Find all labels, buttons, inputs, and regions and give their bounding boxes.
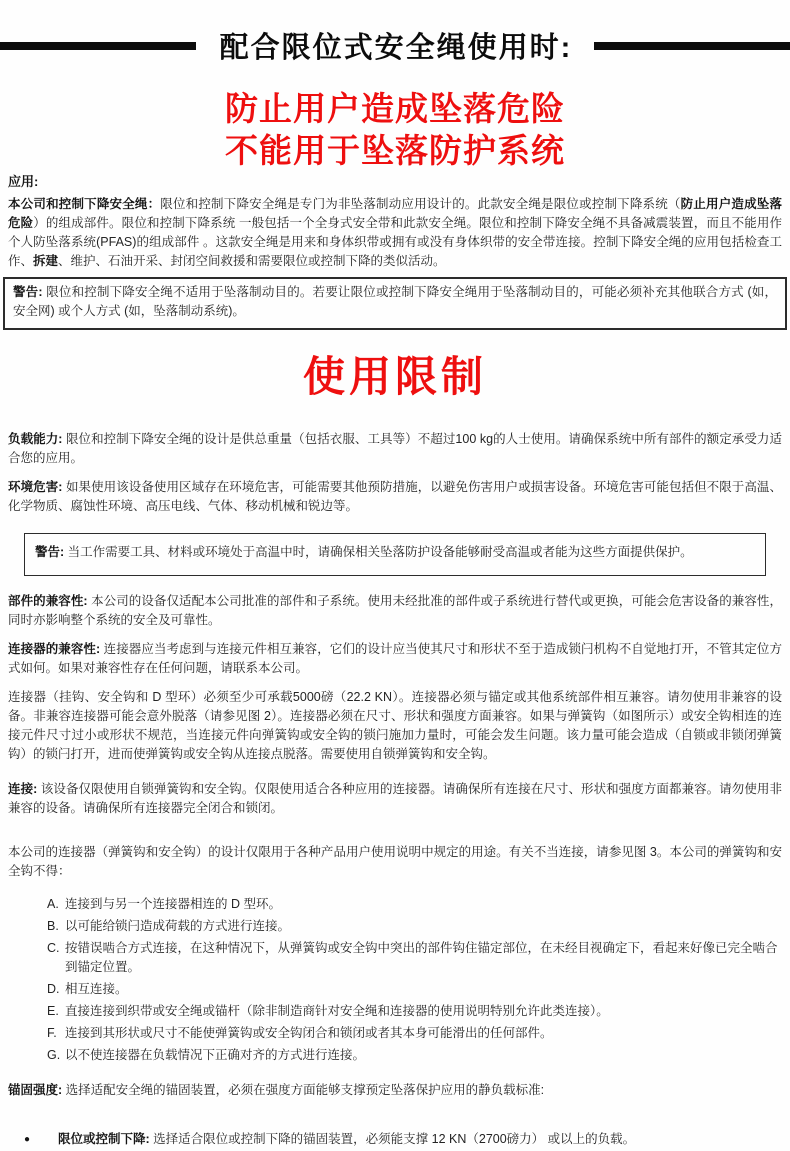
- application-paragraph-text-3: 、维护、石油开采、封闭空间救援和需要限位或控制下降的类似活动。: [58, 254, 446, 268]
- connections-paragraph: [8, 780, 782, 818]
- list-item-letter: D.: [47, 982, 60, 996]
- warning-box-1-label: 警告:: [13, 285, 43, 299]
- connector-compat-label: 连接器的兼容性:: [8, 642, 101, 656]
- list-item-letter: G.: [47, 1048, 61, 1062]
- list-item-text: 按错误啮合方式连接，在这种情况下，从弹簧钩或安全钩中突出的部件钩住锚定部位，在未经目视确定下，看起来好像已完全啮合到锚定位置。: [65, 941, 778, 974]
- warning-box-1-text: 限位和控制下降安全绳不适用于坠落制动目的。若要让限位或控制下降安全绳用于坠落制动目的，可能必须补充其他联合方式 (如，安全网) 或个人方式 (如，坠落制动系统)。: [13, 285, 777, 318]
- component-compat-text: 本公司的设备仅适配本公司批准的部件和子系统。使用未经批准的部件或子系统进行替代或更换，可能会危害设备的兼容性，同时亦影响整个系统的安全及可靠性。: [8, 594, 782, 627]
- list-item-text: 连接到其形状或尺寸不能使弹簧钩或安全钩闭合和锁闭或者其本身可能滑出的任何部件。: [65, 1026, 553, 1040]
- anchorage-text: 选择适配安全绳的锚固装置，必须在强度方面能够支撑预定坠落保护应用的静负载标准:: [65, 1083, 545, 1097]
- list-item-letter: F.: [47, 1026, 57, 1040]
- header-rule-right: [594, 42, 790, 50]
- list-item-text: 以可能给锁闩造成荷载的方式进行连接。: [65, 919, 291, 933]
- list-item-text: 以不使连接器在负载情况下正确对齐的方式进行连接。: [65, 1048, 366, 1062]
- list-item-letter: A.: [47, 897, 59, 911]
- connector-strength-text: 连接器（挂钩、安全钩和 D 型环）必须至少可承载5000磅（22.2 KN）。连接器必须与锚定或其他系统部件相互兼容。请勿使用非兼容的设备。非兼容连接器可能会意外脱落（请参见图 2）。连接器必须在尺寸、形状和强度方面兼容。如果与弹簧钩（如图所示）或安全钩相连的连接元件尺寸过小或形状不规范，当连接元件向弹簧钩或安全钩的锁闩施加力量时，可能会发生问题。该力量可能会造成（自锁或非锁闭弹簧钩）的锁闩打开，进而使弹簧钩或安全钩从连接点脱落。需要使用自锁弹簧钩和安全钩。: [8, 690, 782, 761]
- list-item: [47, 1046, 782, 1065]
- header-rule-left: [0, 42, 196, 50]
- anchorage-bullet-text: 选择适合限位或控制下降的锚固装置，必须能支撑 12 KN（2700磅力） 或以上的负载。: [153, 1132, 636, 1146]
- bullet-icon: ●: [24, 1134, 31, 1145]
- capacity-label: 负载能力:: [8, 432, 63, 446]
- list-item-text: 相互连接。: [65, 982, 128, 996]
- connector-strength-paragraph: [8, 688, 782, 764]
- environment-label: 环境危害:: [8, 480, 63, 494]
- list-item-text: 连接到与另一个连接器相连的 D 型环。: [65, 897, 281, 911]
- warning-banner-line1: 防止用户造成坠落危险: [225, 90, 565, 127]
- component-compat-paragraph: [8, 592, 782, 630]
- environment-text: 如果使用该设备使用区域存在环境危害，可能需要其他预防措施，以避免伤害用户或损害设备。环境危害可能包括但不限于高温、化学物质、腐蚀性环境、高压电线、气体、移动机械和锐边等。: [8, 480, 782, 513]
- list-item: [47, 1024, 782, 1043]
- anchorage-bullet-label: 限位或控制下降:: [58, 1132, 150, 1146]
- application-paragraph: [8, 195, 782, 271]
- anchorage-paragraph: [8, 1081, 782, 1100]
- list-item-text: 直接连接到织带或安全绳或锚杆（除非制造商针对安全绳和连接器的使用说明特别允许此类连接）。: [65, 1004, 609, 1018]
- connections-label: 连接:: [8, 782, 38, 796]
- connector-compat-text: 连接器应当考虑到与连接元件相互兼容，它们的设计应当使其尺寸和形状不至于造成锁闩机构不自觉地打开，不管其定位方式如何。如果对兼容性存在任何问题，请联系本公司。: [8, 642, 782, 675]
- connector-usage-paragraph: [8, 843, 782, 881]
- application-heading: 应用:: [8, 174, 39, 189]
- list-item: [47, 939, 782, 977]
- list-item: [47, 1002, 782, 1021]
- warning-banner: [0, 91, 790, 168]
- page-title: 配合限位式安全绳使用时:: [219, 32, 573, 64]
- list-item: [47, 895, 782, 914]
- capacity-paragraph: [8, 430, 782, 468]
- usage-restrictions-title: 使用限制: [302, 353, 487, 400]
- connector-usage-text: 本公司的连接器（弹簧钩和安全钩）的设计仅限用于各种产品用户使用说明中规定的用途。有关不当连接，请参见图 3。本公司的弹簧钩和安全钩不得：: [8, 845, 782, 878]
- connections-text: 该设备仅限使用自锁弹簧钩和安全钩。仅限使用适合各种应用的连接器。请确保所有连接在尺寸、形状和强度方面都兼容。请勿使用非兼容的设备。请确保所有连接器完全闭合和锁闭。: [8, 782, 782, 815]
- list-item-letter: B.: [47, 919, 59, 933]
- application-paragraph-text-2: ）的组成部件。限位和控制下降系统 一般包括一个全身式安全带和此款安全绳。限位和控制下降安全绳不具备减震装置，而且不能用作个人防坠落系统(PFAS)的组成部件 。这款安全绳是用来和身体织带或拥有或没有身体织带的安全带连接。控制下降安全绳的应用包括检查工作、: [8, 216, 782, 268]
- header: [0, 0, 790, 66]
- warning-box-2-text: 当工作需要工具、材料或环境处于高温中时，请确保相关坠落防护设备能够耐受高温或者能为这些方面提供保护。: [67, 545, 693, 559]
- connector-compat-paragraph: [8, 640, 782, 678]
- list-item: [47, 980, 782, 999]
- list-item-letter: E.: [47, 1004, 59, 1018]
- application-paragraph-bold-1: 防止用户造成坠落危险: [8, 197, 782, 230]
- warning-box-1: [3, 277, 787, 330]
- list-item-letter: C.: [47, 941, 60, 955]
- prohibited-connections-list: [47, 895, 782, 1065]
- anchorage-bullet-row: [24, 1130, 782, 1149]
- application-paragraph-text: 限位和控制下降安全绳是专门为非坠落制动应用设计的。此款安全绳是限位或控制下降系统（: [160, 197, 681, 211]
- list-item: [47, 917, 782, 936]
- anchorage-label: 锚固强度:: [8, 1083, 63, 1097]
- capacity-text: 限位和控制下降安全绳的设计是供总重量（包括衣服、工具等）不超过100 kg的人士使用。请确保系统中所有部件的额定承受力适合您的应用。: [8, 432, 782, 465]
- environment-paragraph: [8, 478, 782, 516]
- warning-box-2-label: 警告:: [35, 545, 65, 559]
- warning-box-2: [24, 533, 766, 576]
- application-paragraph-bold-2: 拆建: [33, 254, 59, 268]
- warning-banner-line2: 不能用于坠落防护系统: [225, 132, 565, 169]
- application-paragraph-label: 本公司和控制下降安全绳：: [8, 197, 161, 211]
- component-compat-label: 部件的兼容性:: [8, 594, 88, 608]
- anchorage-bullet-text-wrap: [58, 1130, 635, 1149]
